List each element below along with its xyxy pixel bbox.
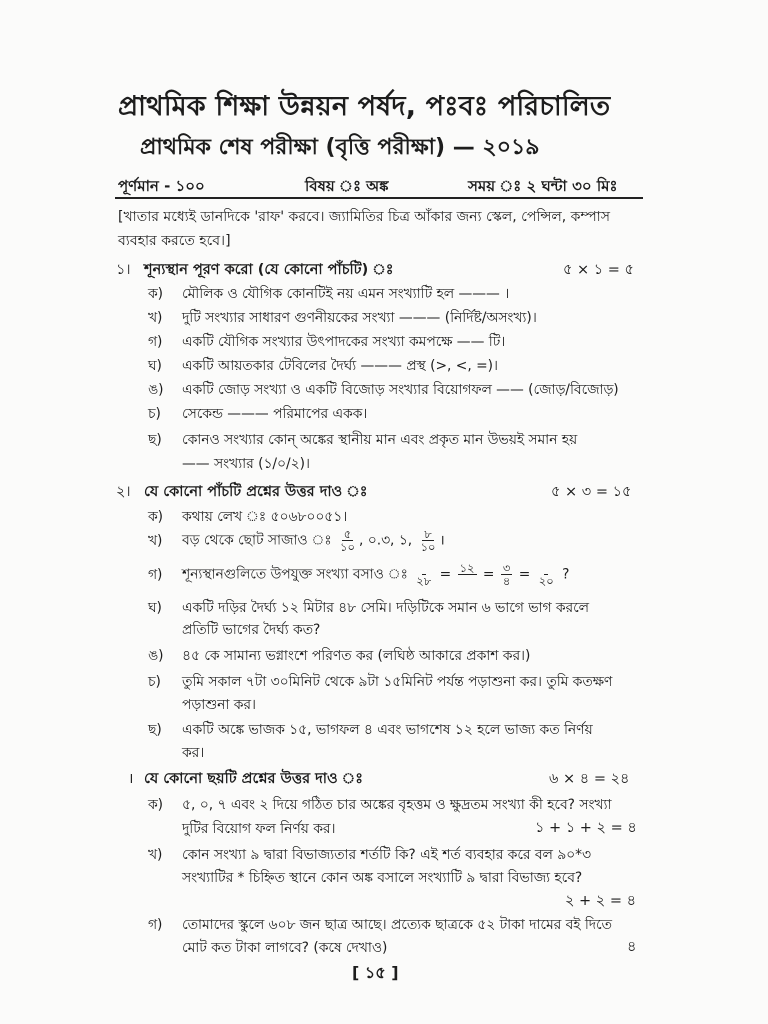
item-text: কোনও সংখ্যার কোন্ অঙ্কের স্থানীয় মান এবং প্রকৃত মান উভয়ই সমান হয় xyxy=(182,432,578,448)
item-marks: ৪ xyxy=(627,939,637,955)
item-text: একটি অঙ্কে ভাজক ১৫, ভাগফল ৪ এবং ভাগশেষ ১২ হলে ভাজ্য কত নির্ণয় xyxy=(182,722,593,738)
q2-item-continued: প্রতিটি ভাগের দৈর্ঘ্য কত? xyxy=(182,622,321,638)
q3-item-continued: দুটির বিয়োগ ফল নির্ণয় কর। xyxy=(182,821,336,837)
item-text: মৌলিক ও যৌগিক কোনটিই নয় এমন সংখ্যাটি হল ——— । xyxy=(182,286,510,302)
q3-item xyxy=(148,793,611,817)
q2-item xyxy=(148,644,530,668)
item-label: গ) xyxy=(148,566,163,583)
q2-number: ২। xyxy=(116,484,131,500)
instruction-note: [খাতার মধ্যেই ডানদিকে 'রাফ' করবে। জ্যামিতির চিত্র আঁকার জন্য স্কেল, পেন্সিল, কম্পাস ব্যবহার করতে হবে।] xyxy=(118,209,610,249)
item-text: শূন্যস্থানগুলিতে উপযুক্ত সংখ্যা বসাও ঃ xyxy=(182,566,408,583)
item-label: খ) xyxy=(148,532,163,549)
item-label: খ) xyxy=(148,310,163,326)
q1-item xyxy=(148,354,498,378)
q3-marks: ৬ × ৪ = ২৪ xyxy=(549,771,630,787)
q2-item xyxy=(148,670,612,694)
item-label: খ) xyxy=(148,847,163,863)
item-text: বড় থেকে ছোট সাজাও ঃ xyxy=(182,532,332,549)
q2-item xyxy=(148,596,589,620)
subject: বিষয় ঃ অঙ্ক xyxy=(305,177,389,195)
q2-item-continued: কর। xyxy=(182,745,205,761)
q2-item-continued: পড়াশুনা কর। xyxy=(182,697,256,713)
q3-number: । xyxy=(128,771,134,787)
full-marks: পূর্ণমান - ১০০ xyxy=(118,177,205,195)
fraction: ২৮ xyxy=(414,562,433,587)
item-label: ক) xyxy=(148,509,164,525)
item-text: কথায় লেখ ঃ ৫০৬৮০০৫১। xyxy=(182,509,348,525)
fraction: $\frac{৩}{৪}$ xyxy=(502,561,511,588)
item-text: সেকেন্ড ——— পরিমাপের একক। xyxy=(182,406,368,422)
header-divider xyxy=(115,197,643,199)
q3-heading: যে কোনো ছয়টি প্রশ্নের উত্তর দাও ঃ xyxy=(144,771,363,787)
item-marks: ২ + ২ = ৪ xyxy=(565,893,636,909)
item-text: দুটি সংখ্যার সাধারণ গুণনীয়কের সংখ্যা ——— (নির্দিষ্ট/অসংখ্য)। xyxy=(182,310,537,326)
fraction: $\frac{৫}{১০}$ xyxy=(340,527,355,554)
item-label: চ) xyxy=(148,406,161,422)
item-label: ছ) xyxy=(148,722,162,738)
item-label: ঘ) xyxy=(148,358,162,374)
q1-item xyxy=(148,282,509,306)
item-marks: ১ + ১ + ২ = ৪ xyxy=(535,820,637,836)
fraction: ২০ xyxy=(537,562,556,587)
item-label: চ) xyxy=(148,674,161,690)
q3-item xyxy=(148,913,612,937)
q3-item-continued: মোট কত টাকা লাগবে? (কষে দেখাও) xyxy=(182,940,388,956)
q1-item xyxy=(148,306,537,330)
q2-item: খ) বড় থেকে ছোট সাজাও ঃ $\frac{৫}{১০}$ , ০.৩, ১, $\frac{৮}{১০}$ । xyxy=(148,527,445,554)
q2-marks: ৫ × ৩ = ১৫ xyxy=(551,484,632,500)
q1-number: ১। xyxy=(116,262,131,278)
q1-item-continued: —— সংখ্যার (১/০/২)। xyxy=(182,456,310,472)
item-text: একটি আয়তকার টেবিলের দৈর্ঘ্য ——— প্রস্থ (>, <, =)। xyxy=(182,358,498,374)
item-label: ক) xyxy=(148,797,164,813)
item-label: ক) xyxy=(148,286,164,302)
q2-item: গ) শূন্যস্থানগুলিতে উপযুক্ত সংখ্যা বসাও ঃ ২৮ = ১২ = $\frac{৩}{৪}$ = ২০ ? xyxy=(148,561,570,588)
q2-heading: যে কোনো পাঁচটি প্রশ্নের উত্তর দাও ঃ xyxy=(144,484,368,500)
q1-heading: শূন্যস্থান পূরণ করো (যে কোনো পাঁচটি) ঃ xyxy=(144,262,394,278)
item-text: ৫, ০, ৭ এবং ২ দিয়ে গঠিত চার অঙ্কের বৃহত্তম ও ক্ষুদ্রতম সংখ্যা কী হবে? সংখ্যা xyxy=(182,797,612,813)
item-label: গ) xyxy=(148,334,163,350)
q2-item xyxy=(148,505,347,529)
q1-item xyxy=(148,378,619,402)
item-text: কোন সংখ্যা ৯ দ্বারা বিভাজ্যতার শর্তটি কি? এই শর্ত ব্যবহার করে বল ৯০*৩ xyxy=(182,847,591,863)
q3-item xyxy=(148,843,591,867)
page-number: [ ১৫ ] xyxy=(352,963,399,982)
fraction: ১২ xyxy=(459,561,475,575)
item-label: গ) xyxy=(148,917,163,933)
exam-subtitle: প্রাথমিক শেষ পরীক্ষা (বৃত্তি পরীক্ষা) — ২০১৯ xyxy=(140,135,540,160)
item-text: ৪৫ কে সামান্য ভগ্নাংশে পরিণত কর (লঘিষ্ঠ আকারে প্রকাশ কর।) xyxy=(182,648,531,664)
item-text: একটি দড়ির দৈর্ঘ্য ১২ মিটার ৪৮ সেমি। দড়িটিকে সমান ৬ ভাগে ভাগ করলে xyxy=(182,600,589,616)
item-text: তুমি সকাল ৭টা ৩০মিনিট থেকে ৯টা ১৫মিনিট পর্যন্ত পড়াশুনা কর। তুমি কতক্ষণ xyxy=(182,674,613,690)
item-label: ঘ) xyxy=(148,600,162,616)
q3-item-continued: সংখ্যাটির * চিহ্নিত স্থানে কোন অঙ্ক বসালে সংখ্যাটি ৯ দ্বারা বিভাজ্য হবে? xyxy=(182,870,583,886)
q1-item xyxy=(148,428,577,452)
q2-item xyxy=(148,718,593,742)
item-label: ঙ) xyxy=(148,648,164,664)
item-label: ঙ) xyxy=(148,382,164,398)
page-title: প্রাথমিক শিক্ষা উন্নয়ন পর্ষদ, পঃবঃ পরিচালিত xyxy=(118,91,611,122)
q1-item xyxy=(148,402,367,426)
time-allowed: সময় ঃ ২ ঘন্টা ৩০ মিঃ xyxy=(468,177,618,195)
item-text: তোমাদের স্কুলে ৬০৮ জন ছাত্র আছে। প্রত্যেক ছাত্রকে ৫২ টাকা দামের বই দিতে xyxy=(182,917,612,933)
item-text: একটি জোড় সংখ্যা ও একটি বিজোড় সংখ্যার বিয়োগফল —— (জোড়/বিজোড়) xyxy=(182,382,619,398)
item-text: একটি যৌগিক সংখ্যার উৎপাদকের সংখ্যা কমপক্ষে —— টি। xyxy=(182,334,506,350)
q1-item xyxy=(148,330,505,354)
q1-marks: ৫ × ১ = ৫ xyxy=(563,262,634,278)
item-label: ছ) xyxy=(148,432,162,448)
fraction: $\frac{৮}{১০}$ xyxy=(420,527,436,554)
